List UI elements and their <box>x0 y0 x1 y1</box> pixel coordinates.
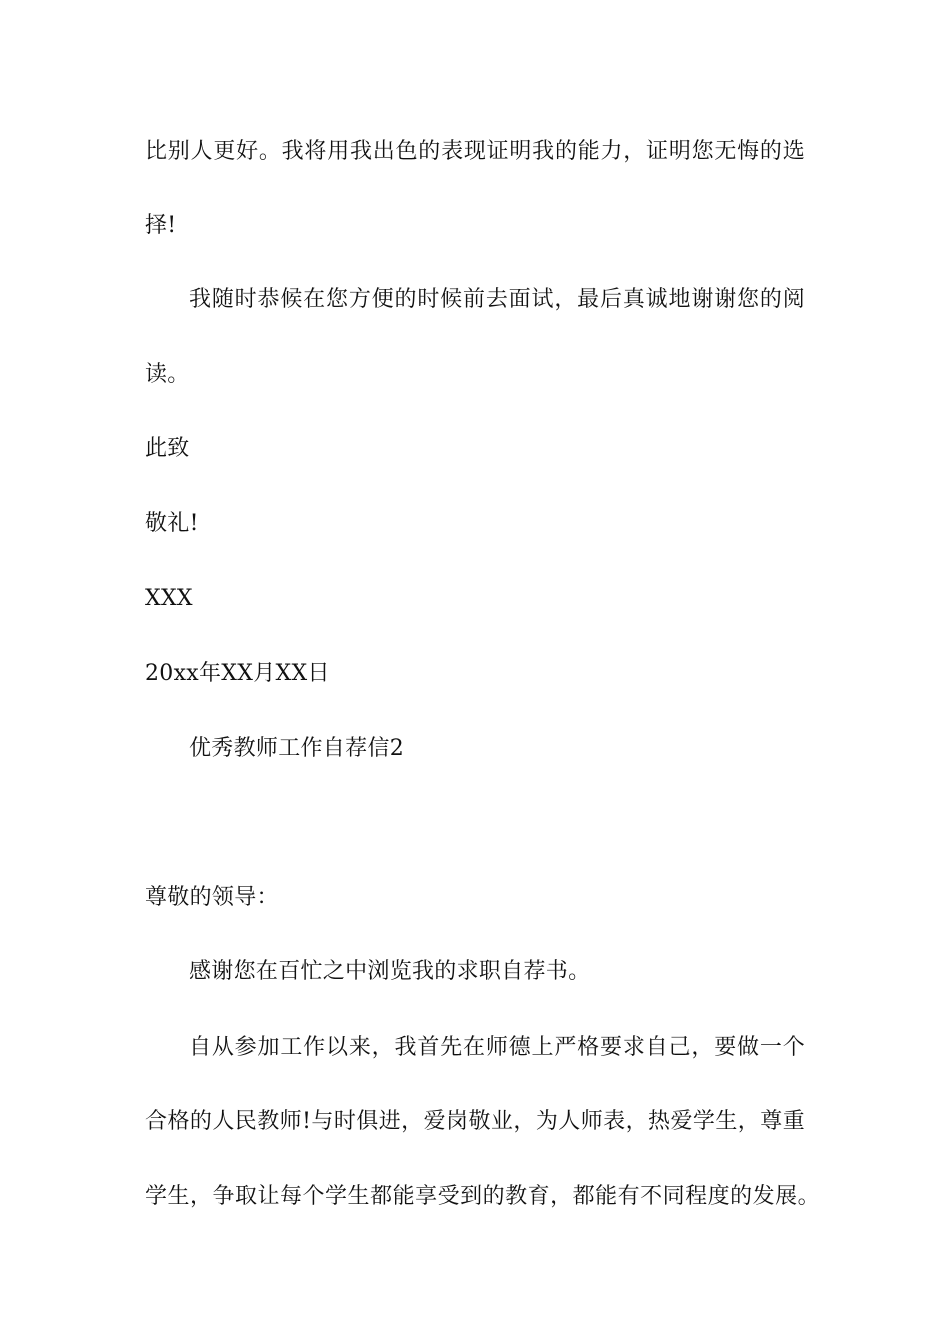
signature-name: XXX <box>145 586 193 611</box>
body-text-line: 自从参加工作以来，我首先在师德上严格要求自己，要做一个 <box>189 1035 805 1060</box>
body-text-line: 比别人更好。我将用我出色的表现证明我的能力，证明您无悔的选 <box>145 139 805 164</box>
closing-salutation: 此致 <box>145 436 190 461</box>
body-text-line: 读。 <box>145 362 190 387</box>
body-text-line: 感谢您在百忙之中浏览我的求职自荐书。 <box>189 959 591 984</box>
section-title: 优秀教师工作自荐信2 <box>189 736 404 761</box>
body-text-line: 合格的人民教师!与时俱进，爱岗敬业，为人师表，热爱学生，尊重 <box>145 1109 805 1134</box>
body-text-line: 学生，争取让每个学生都能享受到的教育，都能有不同程度的发展。 <box>145 1184 820 1209</box>
signature-date: 20xx年XX月XX日 <box>145 661 330 686</box>
body-text-line: 择! <box>145 213 177 238</box>
body-text-line: 我随时恭候在您方便的时候前去面试，最后真诚地谢谢您的阅 <box>189 287 805 312</box>
closing-regards: 敬礼! <box>145 511 199 536</box>
greeting: 尊敬的领导： <box>145 885 279 910</box>
